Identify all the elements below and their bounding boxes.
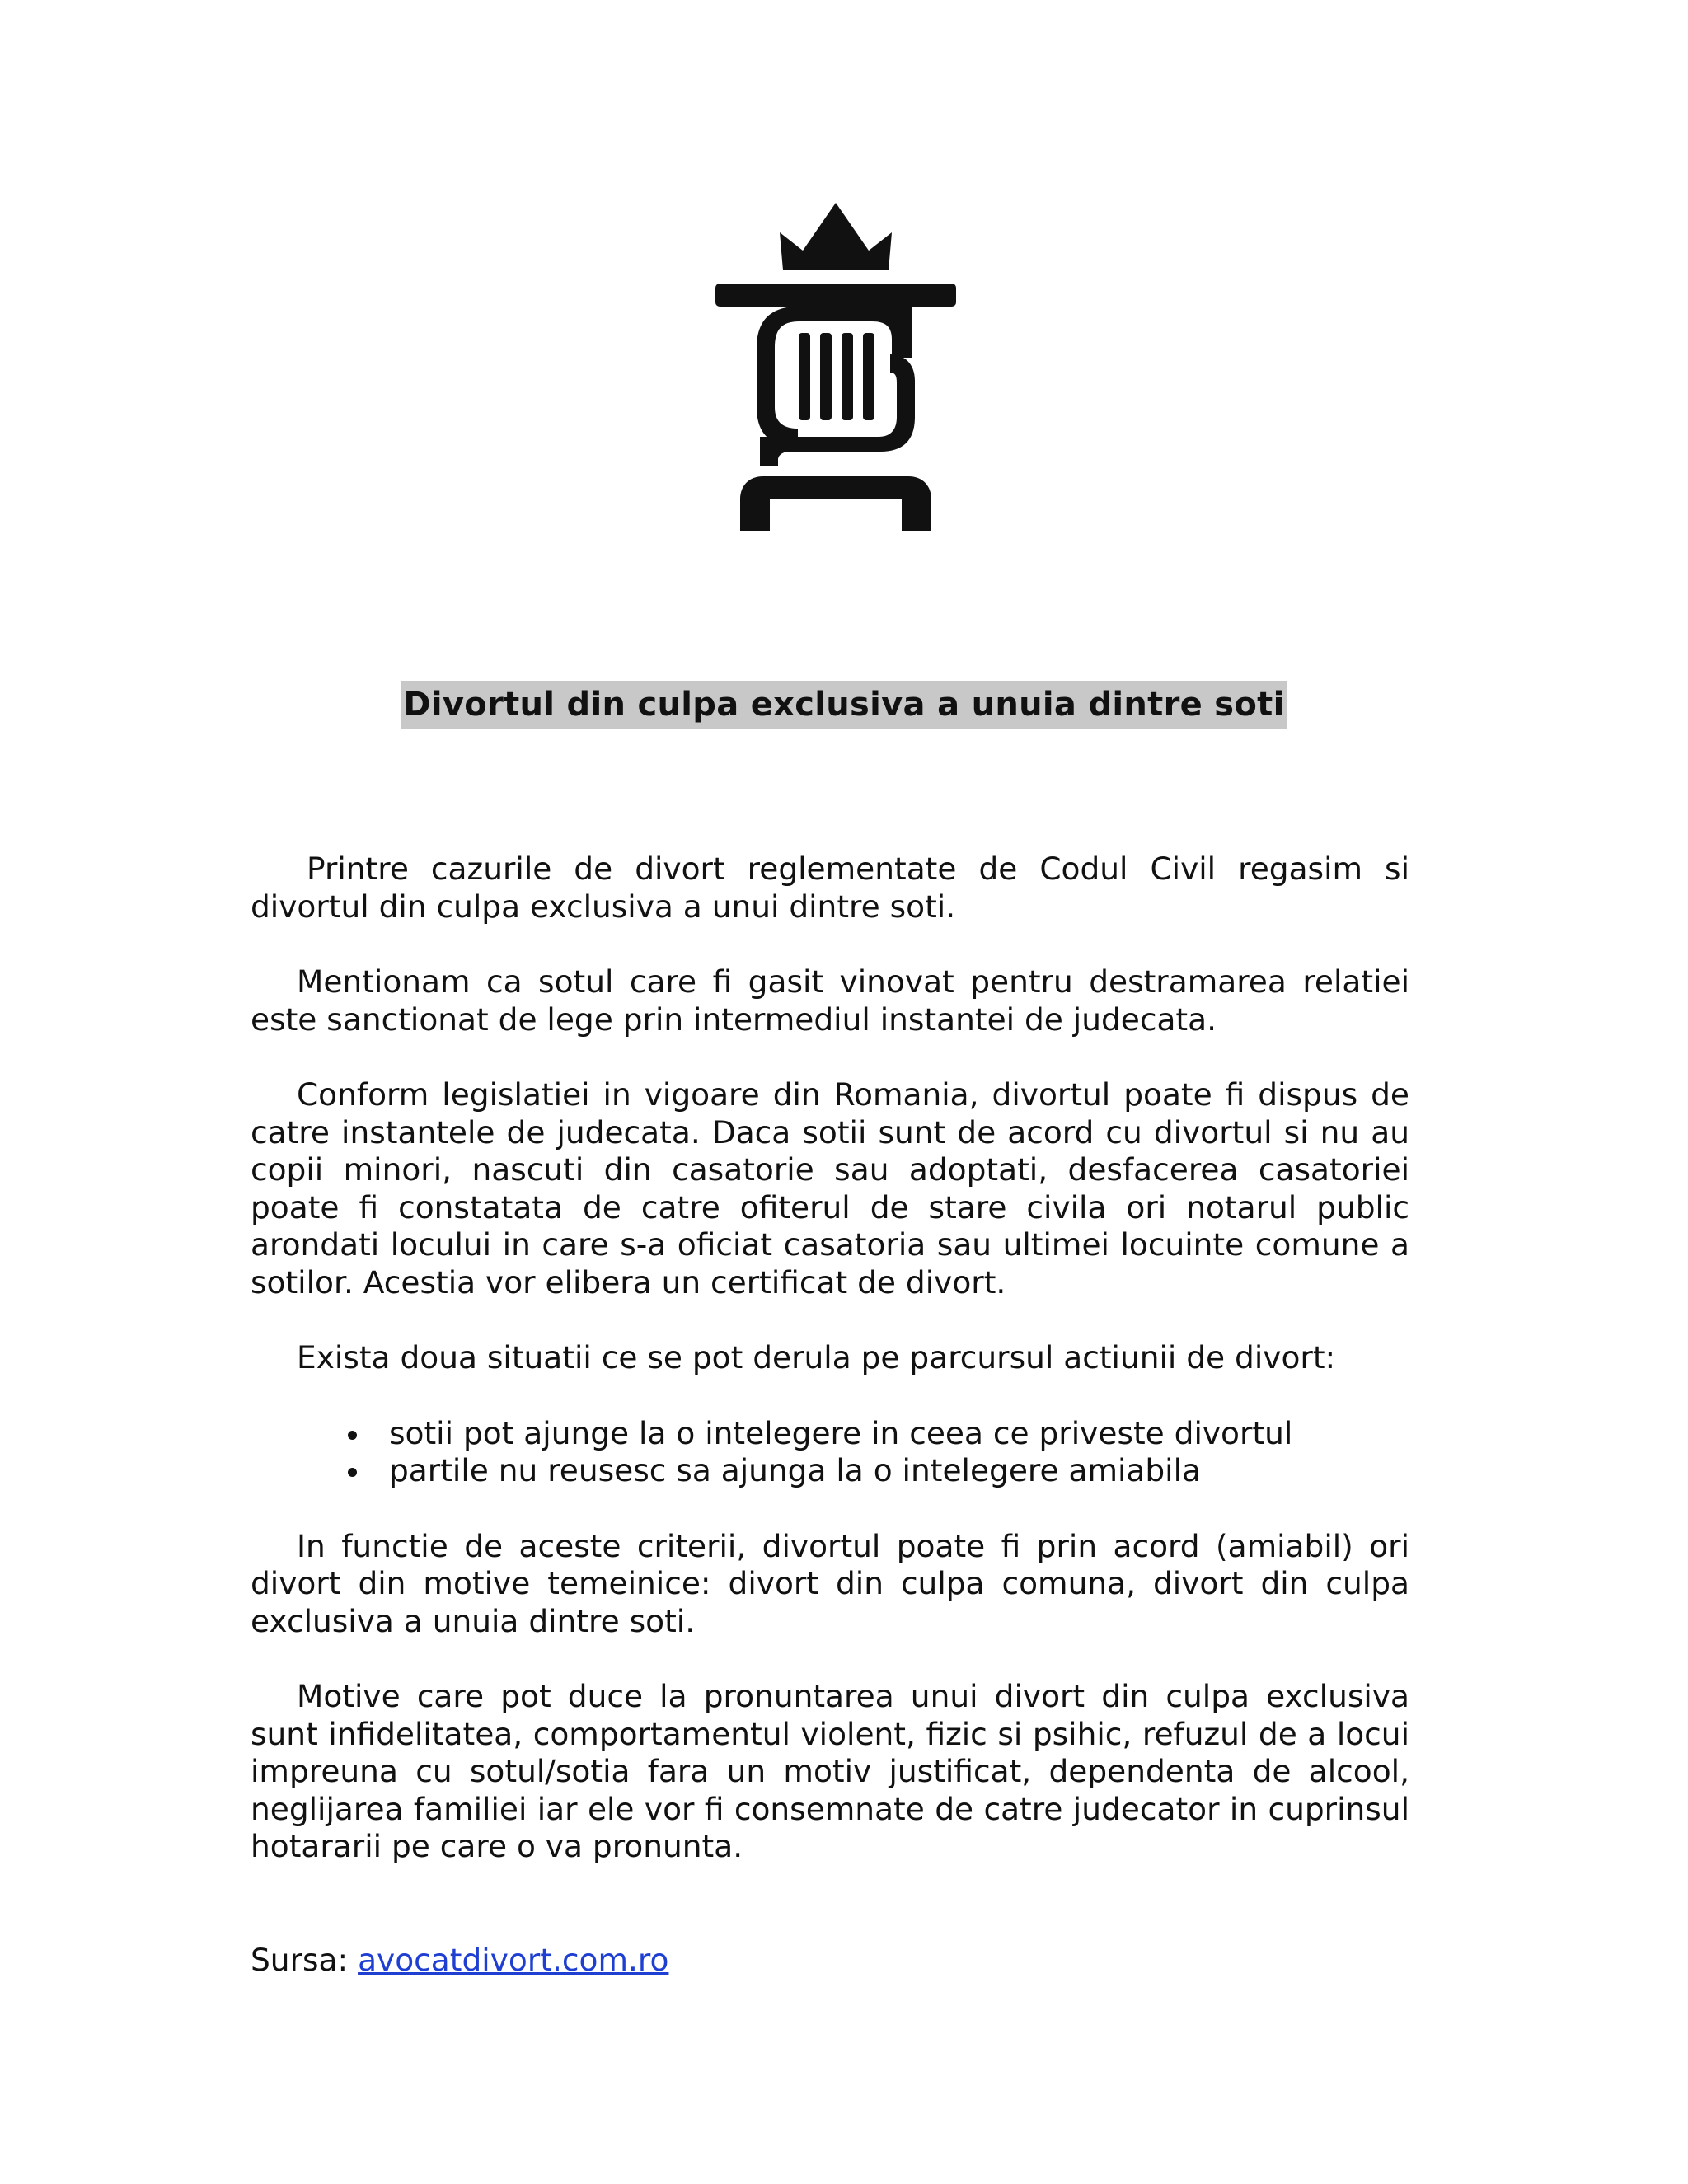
paragraph-criteria: In functie de aceste criterii, divortul poate fi prin acord (amiabil) ori divort din motive temeinice: divort din culpa comuna, divort din culpa exclusiva a unuia dintre soti. (251, 1527, 1409, 1639)
list-item (251, 1415, 1409, 1453)
source-line (251, 1904, 1409, 1980)
bullet-icon (348, 1468, 357, 1477)
situations-list (251, 1415, 1409, 1490)
document-title: Divortul din culpa exclusiva a unuia dintre soti (401, 681, 1286, 729)
paragraph-sanction: Mentionam ca sotul care fi gasit vinovat pentru destramarea relatiei este sanctionat de lege prin intermediul instantei de judecata. (251, 963, 1409, 1038)
document-body (251, 851, 1409, 1979)
paragraph-legislation: Conform legislatiei in vigoare din Romania, divortul poate fi dispus de catre instantele de judecata. Daca sotii sunt de acord cu divortul si nu au copii minori, nascuti din casatorie sau adoptati, desfacerea casatoriei poate fi constatata de catre ofiterul de stare civila ori notarul public arondati locului in care s-a oficiat casatoria sau ultimei locuinte comune a sotilor. Acestia vor elibera un certificat de divort. (251, 1076, 1409, 1301)
list-item-text: sotii pot ajunge la o intelegere in ceea ce priveste divortul (389, 1414, 1293, 1451)
list-item (251, 1452, 1409, 1490)
source-link[interactable]: avocatdivort.com.ro (358, 1941, 669, 1978)
crowned-column-logo-icon (715, 201, 956, 531)
paragraph-motives: Motive care pot duce la pronuntarea unui divort din culpa exclusiva sunt infidelitatea, comportamentul violent, fizic si psihic, refuzul de a locui impreuna cu sotul/sotia fara un motiv justificat, dependenta de alcool, neglijarea familiei iar ele vor fi consemnate de catre judecator in cuprinsul hotararii pe care o va pronunta. (251, 1678, 1409, 1864)
list-item-text: partile nu reusesc sa ajunga la o intelegere amiabila (389, 1452, 1201, 1488)
paragraph-intro: Printre cazurile de divort reglementate de Codul Civil regasim si divortul din culpa exclusiva a unui dintre soti. (251, 851, 1409, 925)
title-container (0, 681, 1688, 729)
source-label: Sursa: (251, 1941, 359, 1978)
paragraph-situations: Exista doua situatii ce se pot derula pe parcursul actiunii de divort: (297, 1339, 1336, 1376)
bullet-icon (348, 1431, 357, 1440)
